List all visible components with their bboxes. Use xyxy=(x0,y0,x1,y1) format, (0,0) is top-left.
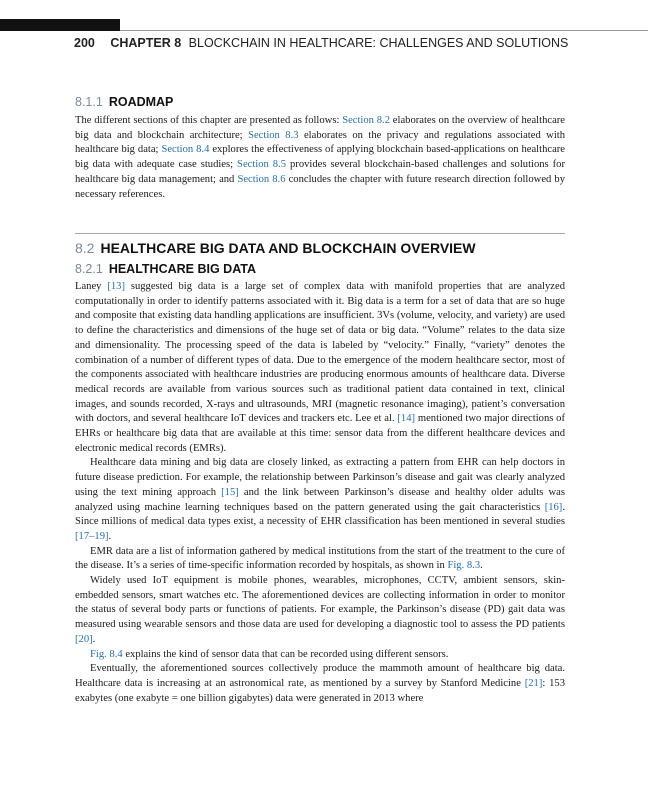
paragraph-2 xyxy=(75,456,565,544)
citation-link[interactable]: [17–19] xyxy=(75,530,109,542)
text-run: . Since millions of medical data types exist, a necessity of EHR classification has been mentioned in several studies xyxy=(75,501,565,528)
text-run: Eventually, the aforementioned sources collectively produce the mammoth amount of healthcare big data. Healthcare data is increasing at an astronomical rate, as mentioned by a survey by Stanford Medicine xyxy=(75,663,565,689)
subsection-heading xyxy=(75,262,256,276)
header-bar xyxy=(0,19,120,31)
text-run: provides several blockchain-based challenges and solutions for healthcare big data management; and xyxy=(75,159,565,185)
text-run: Laney xyxy=(75,281,108,292)
chapter-title: BLOCKCHAIN IN HEALTHCARE: CHALLENGES AND SOLUTIONS xyxy=(188,36,569,50)
text-run: The different sections of this chapter are presented as follows: xyxy=(75,115,343,126)
paragraph-4 xyxy=(75,574,565,648)
figure-link[interactable]: Fig. 8.3 xyxy=(447,560,481,572)
text-run: Healthcare data mining and big data are closely linked, as extracting a pattern from EHR can help doctors in future disease prediction. For example, the relationship between Parkinson’s disease and gait was clearly analyzed using the text mining approach xyxy=(75,457,565,498)
header-rule xyxy=(120,30,648,31)
body-text xyxy=(75,280,565,706)
section-link[interactable]: Section 8.4 xyxy=(161,144,210,156)
citation-link[interactable]: [16] xyxy=(544,501,563,513)
text-run: explains the kind of sensor data that can be recorded using different sensors. xyxy=(122,648,449,660)
chapter-label: CHAPTER 8 xyxy=(110,36,182,50)
text-run: mentioned two major directions of EHRs or healthcare big data that are available at this time: sensor data from the different healthcare devices and electronic medical records (EMRs). xyxy=(75,413,565,454)
citation-link[interactable]: [21] xyxy=(524,677,543,689)
text-run: concludes the chapter with future research direction followed by necessary references. xyxy=(75,173,565,200)
section-link[interactable]: Section 8.5 xyxy=(237,159,287,171)
text-run: : 153 exabytes (one exabyte = one billion gigabytes) data were generated in 2013 where xyxy=(75,677,565,704)
text-run: elaborates on the overview of healthcare big data and blockchain architecture; xyxy=(75,115,565,141)
text-run: explores the effectiveness of applying blockchain based-applications on healthcare big data with adequate case studies; xyxy=(75,144,566,171)
text-run: . xyxy=(108,530,112,542)
section-heading xyxy=(75,240,476,256)
text-run: . xyxy=(480,560,483,572)
running-head xyxy=(74,36,574,50)
subsection-number: 8.2.1 xyxy=(75,262,103,276)
figure-link[interactable]: Fig. 8.4 xyxy=(90,648,123,660)
section-link[interactable]: Section 8.2 xyxy=(342,115,390,126)
roadmap-number: 8.1.1 xyxy=(75,95,103,109)
roadmap-heading xyxy=(75,95,173,109)
citation-link[interactable]: [14] xyxy=(397,413,416,425)
citation-link[interactable]: [20] xyxy=(75,633,93,645)
citation-link[interactable]: [13] xyxy=(107,281,125,292)
text-run: Widely used IoT equipment is mobile phones, wearables, microphones, CCTV, ambient sensors, skin-embedded sensors, smart watches etc. The aforementioned devices are collecting information in order to monitor the status of several body parts or functions of patients. For example, the Parkinson’s disease (PD) gait data was measured using wearable sensors and those data are used for developing a diagnostic tool to assess the PD patients xyxy=(75,575,565,631)
text-run: and the link between Parkinson’s disease and healthy older adults was analyzed using machine learning techniques based on the pattern generated using the gait characteristics xyxy=(75,486,565,513)
text-run: suggested big data is a large set of complex data with manifold properties that are analyzed computationally in order to identify patterns associated with it. Big data is a term for a set of data that are so huge and composite that existing data handling applications are insufficient. 3Vs (volume, velocity, and variety) are used to define the characteristics and dimensions of the huge set of data or big data. “Volume” relates to the data size and dimensionality. The processing speed of the data is labeled by “velocity.” Finally, “variety” denotes the combination of a number of different types of data. Due to the emergence of the modern healthcare sector, most of the components associated with healthcare industries are producing enormous amounts of healthcare data. Diverse medical records are available from various sources such as traditional patient data contained in text, clinical images, and sounds recorded, X-rays and ultrasounds, MRI (magnetic resonance imaging), patient’s conversation with doctors, and several healthcare IoT devices and trackers etc. Lee et al. xyxy=(75,281,565,425)
paragraph-5 xyxy=(75,648,565,663)
section-title: HEALTHCARE BIG DATA AND BLOCKCHAIN OVERVIEW xyxy=(100,240,476,256)
page-number: 200 xyxy=(74,36,95,50)
section-divider xyxy=(75,233,565,234)
text-run: elaborates on the privacy and regulations associated with healthcare big data; xyxy=(75,129,566,156)
paragraph-6 xyxy=(75,662,565,706)
paragraph-1 xyxy=(75,280,565,456)
section-link[interactable]: Section 8.3 xyxy=(248,129,299,141)
roadmap-paragraph xyxy=(75,114,565,202)
paragraph-3 xyxy=(75,545,565,574)
citation-link[interactable]: [15] xyxy=(221,486,239,498)
text-run: EMR data are a list of information gathered by medical institutions from the start of the treatment to the cure of the disease. It’s a series of time-specific information recorded by hospitals, as shown in xyxy=(75,545,565,572)
section-link[interactable]: Section 8.6 xyxy=(237,173,286,185)
roadmap-title: ROADMAP xyxy=(108,95,174,109)
section-number: 8.2 xyxy=(75,240,95,256)
subsection-title: HEALTHCARE BIG DATA xyxy=(108,262,257,276)
text-run: . xyxy=(92,633,96,645)
